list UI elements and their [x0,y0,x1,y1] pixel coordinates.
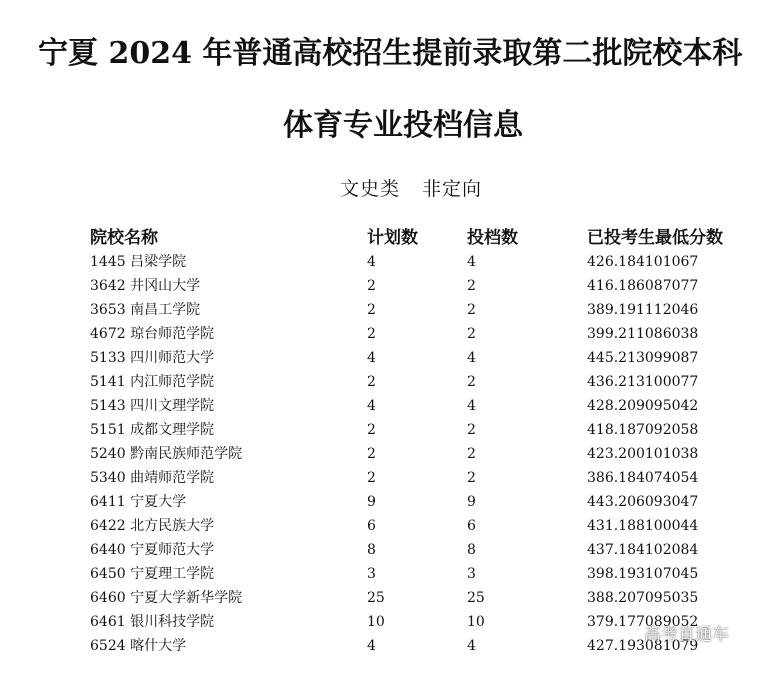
filed-count-cell: 8 [467,542,476,558]
header-school-name: 院校名称 [90,228,158,248]
school-name-cell: 4672 琼台师范学院 [90,326,215,342]
filed-count-cell: 2 [467,446,476,462]
min-score-cell: 418.187092058 [587,422,699,438]
header-min-score: 已投考生最低分数 [587,228,723,248]
plan-count-cell: 2 [367,422,376,438]
document-subtitle-title: 体育专业投档信息 [283,108,523,143]
min-score-cell: 379.177089052 [587,614,699,630]
min-score-cell: 416.186087077 [587,278,699,294]
school-name-cell: 5143 四川文理学院 [90,398,215,414]
school-name-cell: 5240 黔南民族师范学院 [90,446,243,462]
school-name-cell: 6460 宁夏大学新华学院 [90,590,243,606]
school-name-cell: 5141 内江师范学院 [90,374,215,390]
plan-count-cell: 2 [367,374,376,390]
min-score-cell: 426.184101067 [587,254,699,270]
min-score-cell: 398.193107045 [587,566,699,582]
min-score-cell: 386.184074054 [587,470,699,486]
plan-count-cell: 25 [367,590,385,606]
filed-count-cell: 4 [467,398,476,414]
plan-count-cell: 9 [367,494,376,510]
direction-label: 非定向 [422,178,483,200]
school-name-cell: 5340 曲靖师范学院 [90,470,215,486]
min-score-cell: 443.206093047 [587,494,699,510]
school-name-cell: 3642 井冈山大学 [90,278,201,294]
min-score-cell: 431.188100044 [587,518,699,534]
filed-count-cell: 4 [467,254,476,270]
min-score-cell: 423.200101038 [587,446,699,462]
plan-count-cell: 2 [367,278,376,294]
filed-count-cell: 9 [467,494,476,510]
school-name-cell: 6440 宁夏师范大学 [90,542,215,558]
min-score-cell: 388.207095035 [587,590,699,606]
filed-count-cell: 25 [467,590,485,606]
document-title: 宁夏 2024 年普通高校招生提前录取第二批院校本科 [38,36,743,71]
plan-count-cell: 2 [367,446,376,462]
plan-count-cell: 4 [367,398,376,414]
school-name-cell: 6524 喀什大学 [90,638,187,654]
min-score-cell: 428.209095042 [587,398,699,414]
filed-count-cell: 4 [467,638,476,654]
school-name-cell: 6450 宁夏理工学院 [90,566,215,582]
min-score-cell: 427.193081079 [587,638,699,654]
school-name-cell: 5151 成都文理学院 [90,422,215,438]
filed-count-cell: 2 [467,422,476,438]
watermark-text: 高考直通车 [644,625,729,645]
plan-count-cell: 4 [367,350,376,366]
filed-count-cell: 2 [467,302,476,318]
school-name-cell: 6411 宁夏大学 [90,494,187,510]
min-score-cell: 445.213099087 [587,350,699,366]
header-plan-count: 计划数 [367,228,418,248]
plan-count-cell: 10 [367,614,385,630]
filed-count-cell: 3 [467,566,476,582]
plan-count-cell: 2 [367,326,376,342]
filed-count-cell: 2 [467,326,476,342]
plan-count-cell: 4 [367,638,376,654]
school-name-cell: 1445 吕梁学院 [90,254,187,270]
min-score-cell: 436.213100077 [587,374,699,390]
filed-count-cell: 6 [467,518,476,534]
category-label: 文史类 [340,178,401,200]
category-line [340,174,482,201]
plan-count-cell: 6 [367,518,376,534]
plan-count-cell: 4 [367,254,376,270]
header-filed-count: 投档数 [467,228,518,248]
filed-count-cell: 2 [467,470,476,486]
school-name-cell: 5133 四川师范大学 [90,350,215,366]
plan-count-cell: 8 [367,542,376,558]
plan-count-cell: 2 [367,470,376,486]
min-score-cell: 389.191112046 [587,302,699,318]
school-name-cell: 6422 北方民族大学 [90,518,215,534]
filed-count-cell: 2 [467,374,476,390]
plan-count-cell: 2 [367,302,376,318]
school-name-cell: 6461 银川科技学院 [90,614,215,630]
min-score-cell: 399.211086038 [587,326,699,342]
filed-count-cell: 2 [467,278,476,294]
school-name-cell: 3653 南昌工学院 [90,302,201,318]
filed-count-cell: 10 [467,614,485,630]
min-score-cell: 437.184102084 [587,542,699,558]
filed-count-cell: 4 [467,350,476,366]
plan-count-cell: 3 [367,566,376,582]
